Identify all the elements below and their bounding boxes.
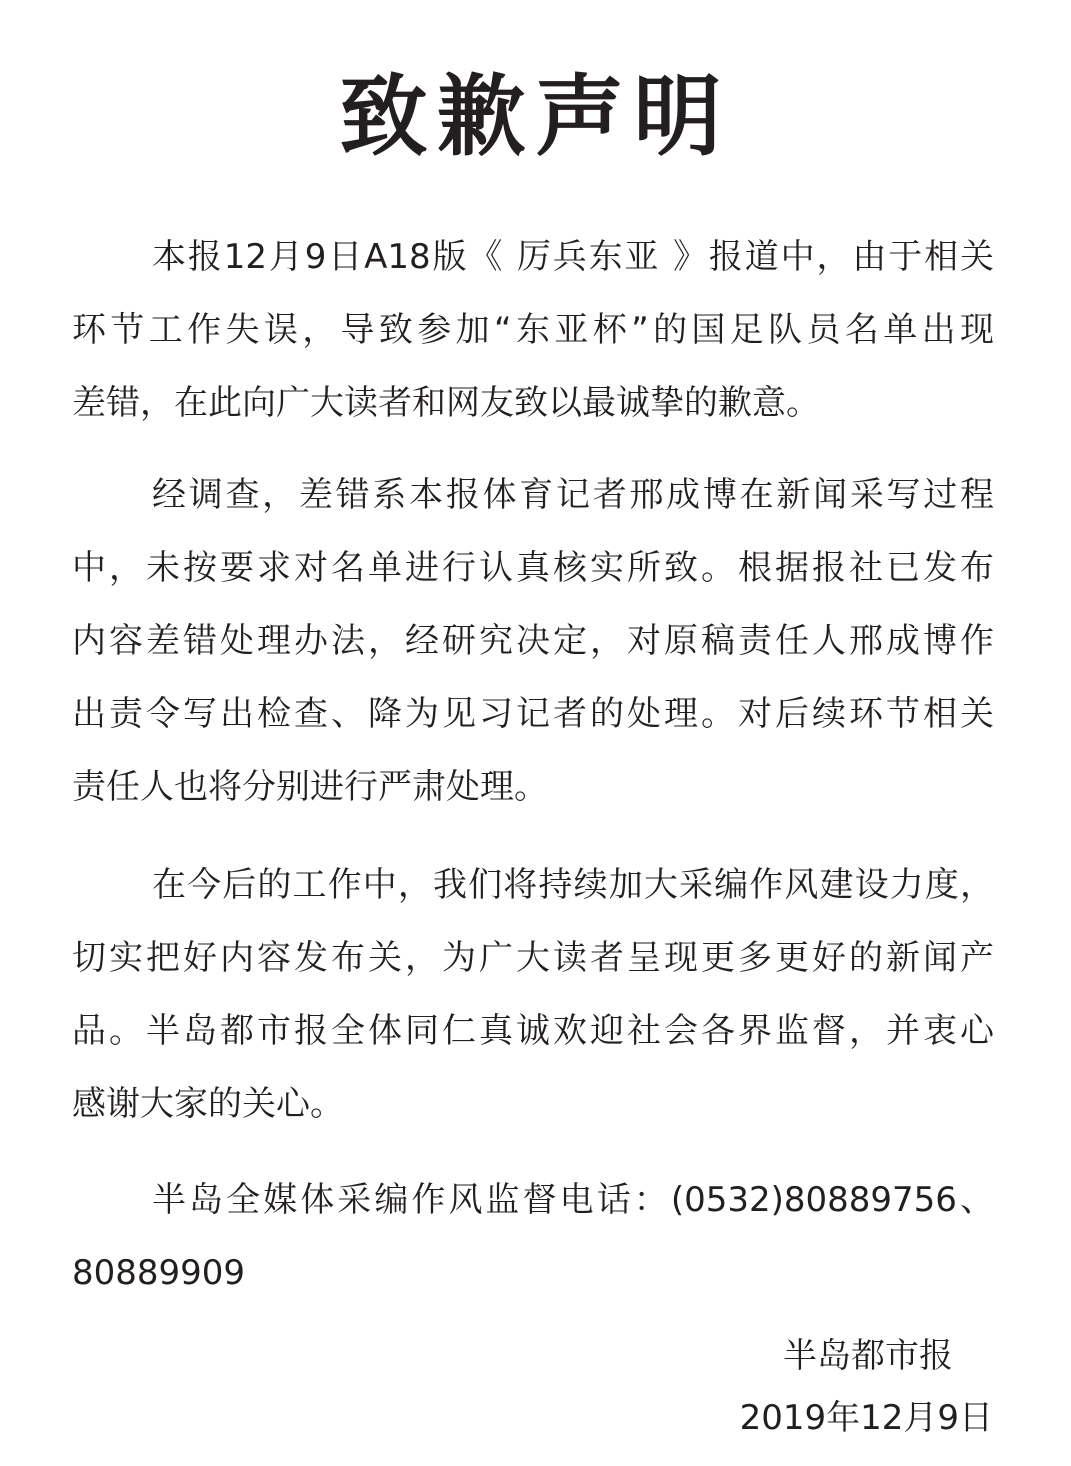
text-line: 品。半岛都市报全体同仁真诚欢迎社会各界监督，并衷心 (72, 1011, 994, 1051)
paragraph-hotline (72, 1164, 994, 1310)
text-line: 在今后的工作中，我们将持续加大采编作风建设力度， (152, 865, 994, 905)
text-line: 切实把好内容发布关，为广大读者呈现更多更好的新闻产 (72, 938, 994, 978)
paragraph-apology (72, 221, 994, 440)
paragraph-commitment (72, 849, 994, 1141)
page-title: 致歉声明 (339, 65, 732, 168)
paragraph-investigation (72, 459, 994, 824)
text-line: 差错，在此向广大读者和网友致以最诚挚的歉意。 (72, 383, 820, 423)
text-line: 内容差错处理办法，经研究决定，对原稿责任人邢成博作 (72, 621, 994, 661)
text-line: 80889909 (72, 1253, 246, 1293)
text-line: 责任人也将分别进行严肃处理。 (72, 767, 548, 807)
text-line: 出责令写出检查、降为见习记者的处理。对后续环节相关 (72, 694, 994, 734)
text-line: 中，未按要求对名单进行认真核实所致。根据报社已发布 (72, 548, 994, 588)
signature-name: 半岛都市报 (783, 1336, 953, 1376)
signature-date: 2019年12月9日 (739, 1398, 993, 1438)
text-line: 感谢大家的关心。 (72, 1084, 344, 1124)
text-line: 环节工作失误，导致参加“东亚杯”的国足队员名单出现 (72, 310, 994, 350)
text-line: 经调查，差错系本报体育记者邢成博在新闻采写过程 (152, 475, 994, 515)
text-line: 半岛全媒体采编作风监督电话：(0532)80889756、 (152, 1180, 994, 1220)
text-line: 本报12月9日A18版《 厉兵东亚 》报道中，由于相关 (152, 237, 994, 277)
